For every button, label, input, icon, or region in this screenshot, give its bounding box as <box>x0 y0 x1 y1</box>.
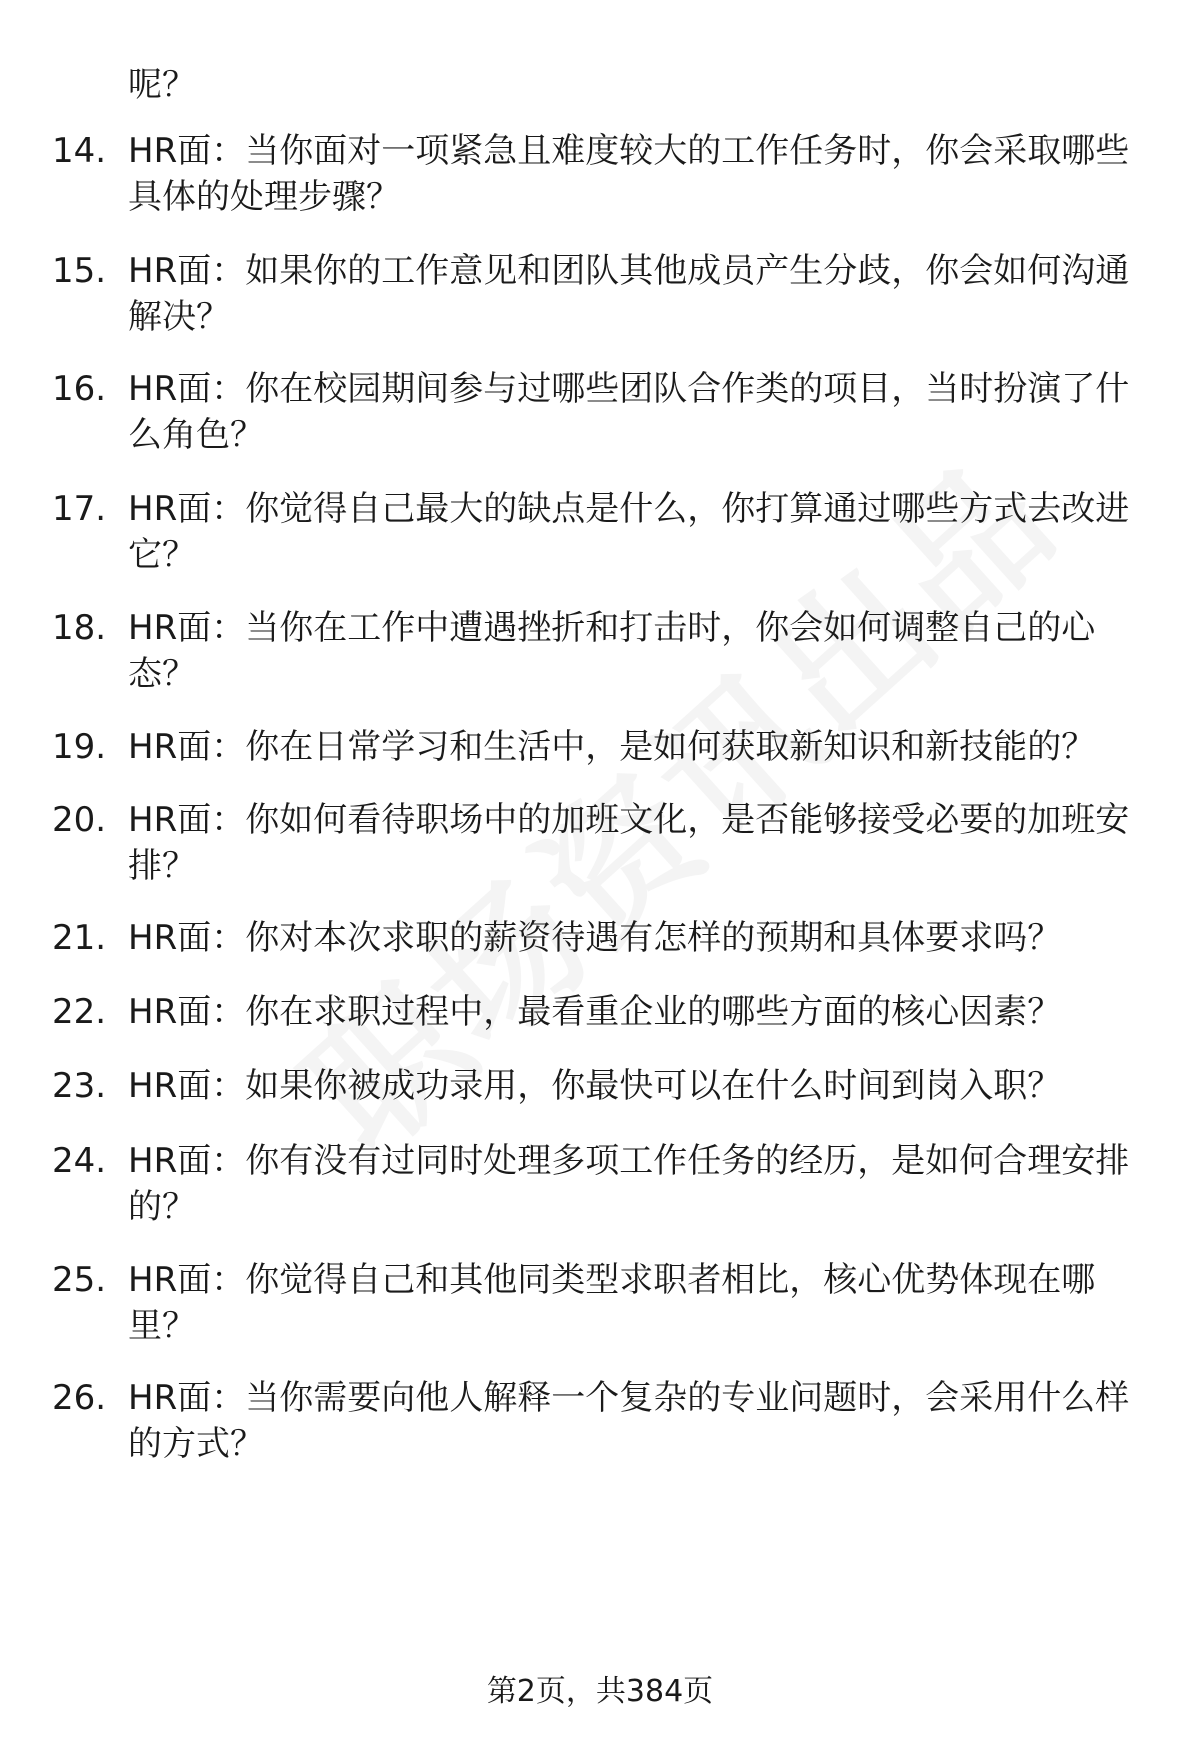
question-number: 26. <box>52 1378 107 1418</box>
question-number: 15. <box>52 251 107 291</box>
question-text: HR面：你在日常学习和生活中，是如何获取新知识和新技能的？ <box>128 727 1096 767</box>
question-number: 21. <box>52 918 107 958</box>
question-text: HR面：如果你被成功录用，你最快可以在什么时间到岗入职？ <box>128 1066 1062 1106</box>
page-number-footer: 第2页，共384页 <box>486 1674 714 1709</box>
question-text: HR面：你如何看待职场中的加班文化，是否能够接受必要的加班安排？ <box>128 800 1130 886</box>
question-number: 24. <box>52 1141 107 1181</box>
question-text: HR面：你觉得自己和其他同类型求职者相比，核心优势体现在哪里？ <box>128 1260 1096 1346</box>
question-text: HR面：当你在工作中遭遇挫折和打击时，你会如何调整自己的心态？ <box>128 608 1096 694</box>
question-text: HR面：当你需要向他人解释一个复杂的专业问题时，会采用什么样的方式？ <box>128 1378 1130 1464</box>
question-text: HR面：当你面对一项紧急且难度较大的工作任务时，你会采取哪些具体的处理步骤？ <box>128 131 1130 217</box>
question-number: 17. <box>52 489 107 529</box>
continuation-text: 呢？ <box>128 65 196 105</box>
question-text: HR面：如果你的工作意见和团队其他成员产生分歧，你会如何沟通解决？ <box>128 251 1130 337</box>
question-number: 16. <box>52 369 107 409</box>
question-text: HR面：你觉得自己最大的缺点是什么，你打算通过哪些方式去改进它？ <box>128 489 1130 575</box>
question-text: HR面：你有没有过同时处理多项工作任务的经历，是如何合理安排的？ <box>128 1141 1130 1227</box>
question-number: 25. <box>52 1260 107 1300</box>
question-number: 23. <box>52 1066 107 1106</box>
question-text: HR面：你在校园期间参与过哪些团队合作类的项目，当时扮演了什么角色？ <box>128 369 1130 455</box>
question-number: 18. <box>52 608 107 648</box>
question-number: 20. <box>52 800 107 840</box>
question-text: HR面：你对本次求职的薪资待遇有怎样的预期和具体要求吗？ <box>128 918 1062 958</box>
question-text: HR面：你在求职过程中，最看重企业的哪些方面的核心因素？ <box>128 992 1062 1032</box>
question-number: 22. <box>52 992 107 1032</box>
question-number: 14. <box>52 131 107 171</box>
question-number: 19. <box>52 727 107 767</box>
